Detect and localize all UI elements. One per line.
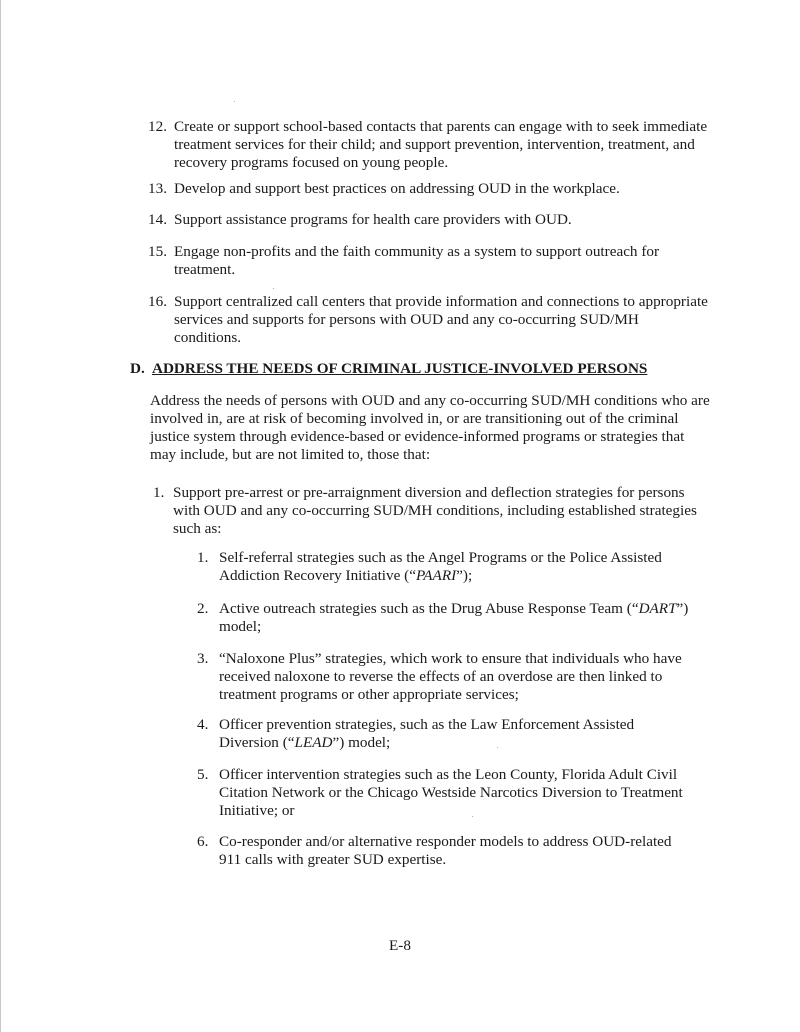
list-item-text: Support assistance programs for health care providers with OUD. xyxy=(174,211,572,228)
list-item-text: Develop and support best practices on addressing OUD in the workplace. xyxy=(174,180,620,197)
sub-item-4 xyxy=(197,716,697,752)
section-letter: D. xyxy=(130,360,145,377)
list-item-number: 16. xyxy=(148,293,167,310)
sub-item-number: 5. xyxy=(197,766,209,783)
list-item-number: 13. xyxy=(148,180,167,197)
sub-item-text: Self-referral strategies such as the Angel Programs or the Police Assisted Addiction Recovery Initiative (“PAARI”); xyxy=(219,549,662,584)
page-number: E-8 xyxy=(389,937,411,954)
list-item-text: Support pre-arrest or pre-arraignment diversion and deflection strategies for persons with OUD and any co-occurring SUD/MH conditions, including established strategies such as: xyxy=(173,484,697,537)
sub-item-5 xyxy=(197,766,697,820)
list-item-number: 1. xyxy=(153,484,165,501)
section-title: ADDRESS THE NEEDS OF CRIMINAL JUSTICE-INVOLVED PERSONS xyxy=(152,360,648,377)
page-edge xyxy=(0,0,1,1032)
sub-item-number: 1. xyxy=(197,549,209,566)
sub-item-number: 2. xyxy=(197,600,209,617)
list-item-15 xyxy=(148,243,708,279)
list-item-16 xyxy=(148,293,708,347)
sub-item-text: Active outreach strategies such as the Drug Abuse Response Team (“DART”) model; xyxy=(219,600,689,635)
sub-item-1 xyxy=(197,549,697,585)
sub-item-number: 4. xyxy=(197,716,209,733)
sub-item-number: 3. xyxy=(197,650,209,667)
scan-speck xyxy=(472,816,473,817)
section-intro: Address the needs of persons with OUD and any co-occurring SUD/MH conditions who are involved in, are at risk of becoming involved in, or are transitioning out of the criminal justice system through evidence-based or evidence-informed programs or strategies that may include, but are not limited to, those that: xyxy=(150,392,710,463)
list-item-text: Create or support school-based contacts that parents can engage with to seek immediate treatment services for their child; and support prevention, intervention, treatment, and recovery programs focused on young people. xyxy=(174,118,708,171)
list-item-12 xyxy=(148,118,708,172)
sub-item-3 xyxy=(197,650,697,704)
list-item-number: 12. xyxy=(148,118,167,135)
scan-speck xyxy=(497,747,498,748)
list-item-number: 15. xyxy=(148,243,167,260)
list-item-13 xyxy=(148,180,708,198)
list-item-number: 14. xyxy=(148,211,167,228)
scan-speck xyxy=(273,288,274,289)
list-item-text: Engage non-profits and the faith community as a system to support outreach for treatment. xyxy=(174,243,660,278)
list-item-1 xyxy=(153,484,713,538)
sub-item-text: “Naloxone Plus” strategies, which work to ensure that individuals who have received naloxone to reverse the effects of an overdose are then linked to treatment programs or other appropriate services; xyxy=(219,650,682,703)
list-item-14 xyxy=(148,211,708,229)
sub-item-6 xyxy=(197,833,697,869)
sub-item-text: Co-responder and/or alternative responder models to address OUD-related 911 calls with greater SUD expertise. xyxy=(219,833,672,868)
sub-item-number: 6. xyxy=(197,833,209,850)
list-item-text: Support centralized call centers that provide information and connections to appropriate services and supports for persons with OUD and any co-occurring SUD/MH conditions. xyxy=(174,293,708,346)
scan-speck xyxy=(234,101,235,102)
sub-item-2 xyxy=(197,600,697,636)
sub-item-text: Officer intervention strategies such as the Leon County, Florida Adult Civil Citation Network or the Chicago Westside Narcotics Diversion to Treatment Initiative; or xyxy=(219,766,683,819)
sub-item-text: Officer prevention strategies, such as the Law Enforcement Assisted Diversion (“LEAD”) model; xyxy=(219,716,635,751)
